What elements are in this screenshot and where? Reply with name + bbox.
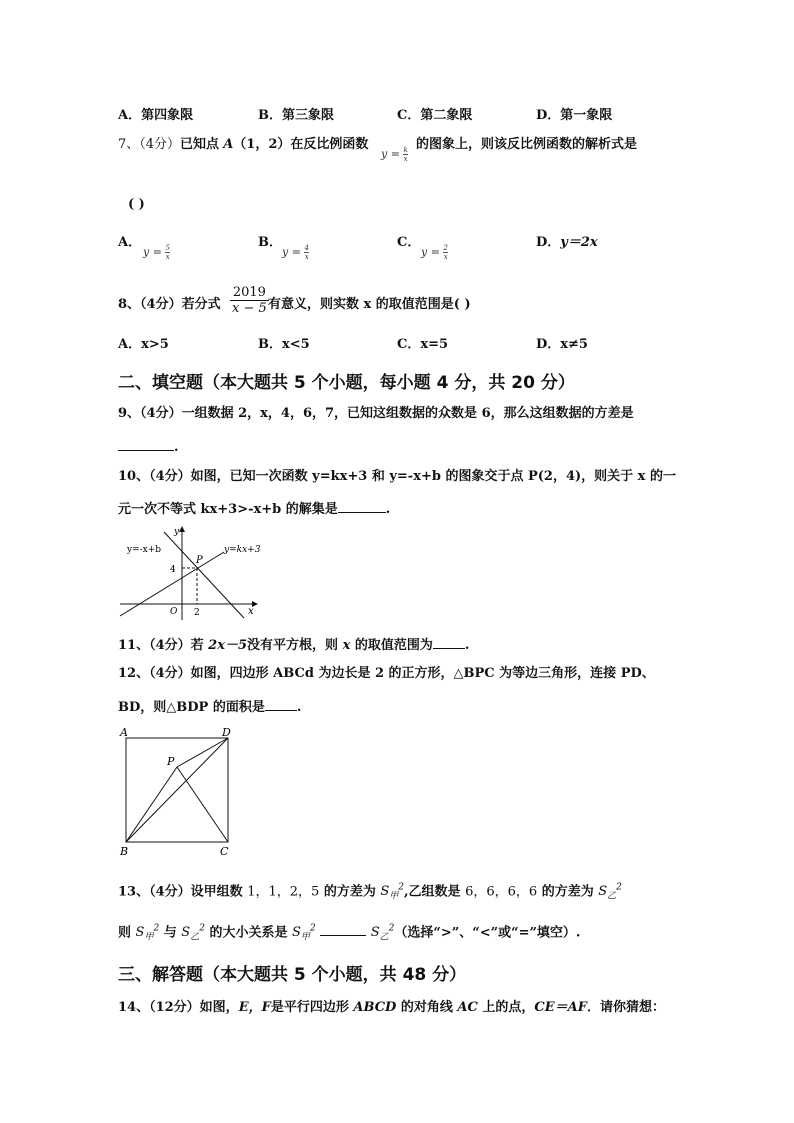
q13-s-yi-sup: 2 (616, 883, 622, 893)
q7-function-num: k (403, 146, 408, 154)
q10-label-2: 2 (194, 608, 200, 618)
q13-l2-s-yi-letter: S (181, 925, 191, 941)
q7-option-c-lhs: y = (421, 245, 440, 259)
q14-text-d: ．请你猜想： (586, 1000, 665, 1015)
q13-l2-s-jia-2 (292, 924, 316, 943)
q7-option-d (536, 231, 598, 250)
q7-option-d-value: y＝2x (560, 235, 598, 250)
q13-answer-blank[interactable] (320, 923, 366, 936)
q12-answer-blank[interactable] (265, 698, 297, 711)
q7-option-a-label: A． (118, 235, 142, 250)
q7-option-c-label: C． (397, 235, 421, 250)
q12-label-d: D (222, 726, 231, 739)
q11-text: 没有平方根，则 (247, 638, 339, 653)
q11-text2: 的取值范围为 (354, 638, 433, 653)
q8-option-d: D．x≠5 (536, 337, 588, 352)
q10-y-arrow-icon (179, 526, 185, 532)
q12-line2-text: BD，则△BDP 的面积是 (118, 700, 265, 715)
q7-function-lhs: y = (381, 147, 400, 161)
q14-abcd: ABCD (353, 1000, 397, 1015)
q14-stem (118, 1000, 665, 1016)
q10-graph (116, 522, 266, 624)
q11-answer-blank[interactable] (433, 636, 465, 649)
q7-point: A (223, 137, 234, 152)
section-3-heading: 三、解答题（本大题共 5 个小题，共 48 分） (118, 965, 467, 985)
q7-function (381, 146, 408, 163)
q8-fraction (230, 285, 269, 316)
q8-option-b: B．x<5 (258, 337, 310, 352)
q7-number: 7、（4分） (118, 137, 181, 152)
q7-function-den: x (403, 155, 408, 163)
q9-line1: 9、（4分）一组数据 2，x，4，6，7，已知这组数据的众数是 6，那么这组数据的方差是 (118, 406, 634, 421)
q11-stem (118, 636, 469, 654)
q13-l2-s-yi-2 (370, 924, 395, 943)
q13-l2-s-yi-2-letter: S (370, 925, 380, 941)
q13-s-yi-sub: 乙 (607, 891, 617, 902)
q7-paren: ( ) (128, 197, 145, 212)
q7-option-c-num: 2 (443, 244, 448, 252)
q13-line2-b: 与 (163, 925, 177, 941)
q13-text-b: 的方差为 (323, 884, 376, 900)
q7-option-d-label: D． (536, 235, 561, 250)
q10-line2 (118, 500, 390, 518)
q12-segment-bd (126, 738, 228, 842)
q12-line1: 12、（4分）如图，四边形 ABCd 为边长是 2 的正方形，△BPC 为等边三角形，连接 PD、 (118, 666, 655, 681)
q13-l2-s-jia-sub: 甲 (144, 932, 154, 943)
q13-l2-s-yi (181, 924, 205, 943)
q14-text-b: 的对角线 (400, 1000, 453, 1015)
q13-set-a: 1，1，2，5 (247, 884, 320, 900)
q9-line2 (118, 438, 179, 456)
q8-option-a: A．x>5 (118, 337, 169, 352)
q10-label-x: x (248, 606, 254, 617)
q10-label-p: P (196, 555, 203, 566)
q13-s-jia (380, 883, 405, 902)
q9-answer-blank[interactable] (118, 438, 174, 451)
q13-s-jia-sup: 2 (398, 883, 405, 893)
q12-segment-pd (177, 738, 228, 767)
q13-number: 13、（4分） (118, 884, 191, 900)
q7-option-a-num: 5 (165, 244, 170, 252)
q13-line2-a: 则 (118, 925, 132, 941)
q13-s-jia-letter: S (380, 884, 390, 900)
q11-expr: 2x－5 (208, 638, 248, 653)
q14-ef: E，F (238, 1000, 271, 1015)
q11-end: . (464, 638, 470, 653)
q7-option-b-formula (282, 244, 309, 261)
q7-option-a-lhs: y = (143, 245, 162, 259)
q8-number: 8、（4分） (118, 297, 182, 312)
q6-option-a: A．第四象限 (118, 108, 194, 123)
q12-figure (116, 724, 242, 858)
q13-l2-s-yi-2-sup: 2 (388, 924, 395, 934)
q13-l2-s-jia-2-sub: 甲 (300, 932, 310, 943)
q6-option-d: D．第一象限 (536, 108, 613, 123)
q13-s-yi (598, 883, 622, 902)
q8-fraction-den: x − 5 (232, 301, 267, 316)
q12-label-p: P (167, 755, 175, 768)
q13-line2-d: （选择“>”、“<”或“=”填空）. (394, 925, 581, 941)
q13-l2-s-jia (135, 924, 160, 943)
q8-stem (118, 297, 221, 313)
q13-set-b: 6，6，6，6 (465, 884, 538, 900)
q10-label-line2: y=kx+3 (224, 545, 261, 555)
q13-line2-c: 的大小关系是 (209, 925, 288, 941)
q9-line2-end: . (174, 440, 179, 455)
q10-answer-blank[interactable] (338, 500, 386, 513)
q13-l2-s-jia-letter: S (135, 925, 145, 941)
q7-text-a: 已知点 (180, 137, 220, 152)
q10-line2-text: 元一次不等式 kx+3>-x+b 的解集是 (118, 502, 338, 517)
q11-var: x (342, 638, 351, 653)
q13-text-d: 的方差为 (541, 884, 594, 900)
q13-l2-s-yi-2-sub: 乙 (379, 932, 389, 943)
q7-option-c-den: x (443, 253, 448, 261)
q12-segment-bp (126, 767, 177, 842)
q8-option-c: C．x=5 (397, 337, 449, 352)
q7-option-b-num: 4 (304, 244, 309, 252)
q7-option-a-formula (143, 244, 170, 261)
q12-label-c: C (220, 845, 229, 858)
q7-coords: （1，2）在反比例函数 (233, 137, 369, 152)
q12-label-b: B (120, 845, 129, 858)
q7-option-b-den: x (304, 253, 309, 261)
q7-option-b-label: B． (258, 235, 282, 250)
q7-text-b: 的图象上，则该反比例函数的解析式是 (416, 137, 638, 152)
q13-s-jia-sub: 甲 (389, 891, 399, 902)
q13-text-a: 设甲组数 (190, 884, 243, 900)
q13-l2-s-jia-2-sup: 2 (309, 924, 316, 934)
q11-number: 11、（4分）若 (118, 638, 204, 653)
q10-label-y: y (174, 527, 180, 537)
q8-text-a: 若分式 (181, 297, 221, 312)
q13-l2-s-yi-sub: 乙 (190, 932, 200, 943)
q13-text-c: ,乙组数是 (404, 884, 461, 900)
q13-line1 (118, 880, 622, 905)
q12-line2 (118, 698, 301, 716)
q13-line2 (118, 921, 580, 946)
q10-label-line1: y=-x+b (127, 545, 162, 555)
q14-text-c: 上的点， (482, 1000, 535, 1015)
q14-eq: CE＝AF (534, 1000, 587, 1015)
q7-option-a-den: x (165, 253, 170, 261)
q8-fraction-num: 2019 (230, 285, 269, 301)
q7-stem (118, 137, 368, 153)
q6-option-c: C．第二象限 (397, 108, 473, 123)
q13-l2-s-jia-sup: 2 (153, 924, 160, 934)
q7-option-c-formula (421, 244, 448, 261)
q14-number: 14、（12分）如图， (118, 1000, 239, 1015)
q12-label-a: A (120, 726, 128, 739)
q12-segment-pc (177, 767, 228, 842)
q14-ac: AC (457, 1000, 478, 1015)
q12-line2-end: . (296, 700, 302, 715)
q10-line2-end: . (385, 502, 391, 517)
q14-text-a: 是平行四边形 (270, 1000, 349, 1015)
q7-option-b-lhs: y = (282, 245, 301, 259)
q13-l2-s-yi-sup: 2 (199, 924, 205, 934)
q10-label-o: O (170, 607, 178, 617)
q10-label-4: 4 (170, 565, 176, 575)
q8-text-b: 有意义，则实数 x 的取值范围是( ) (268, 297, 471, 312)
q13-s-yi-letter: S (598, 884, 608, 900)
section-2-heading: 二、填空题（本大题共 5 个小题，每小题 4 分，共 20 分） (118, 373, 575, 393)
q6-option-b: B．第三象限 (258, 108, 334, 123)
q10-line1: 10、（4分）如图，已知一次函数 y=kx+3 和 y=-x+b 的图象交于点 P(2，4)，则关于 x 的一 (118, 469, 676, 484)
q13-l2-s-jia-2-letter: S (292, 925, 301, 941)
